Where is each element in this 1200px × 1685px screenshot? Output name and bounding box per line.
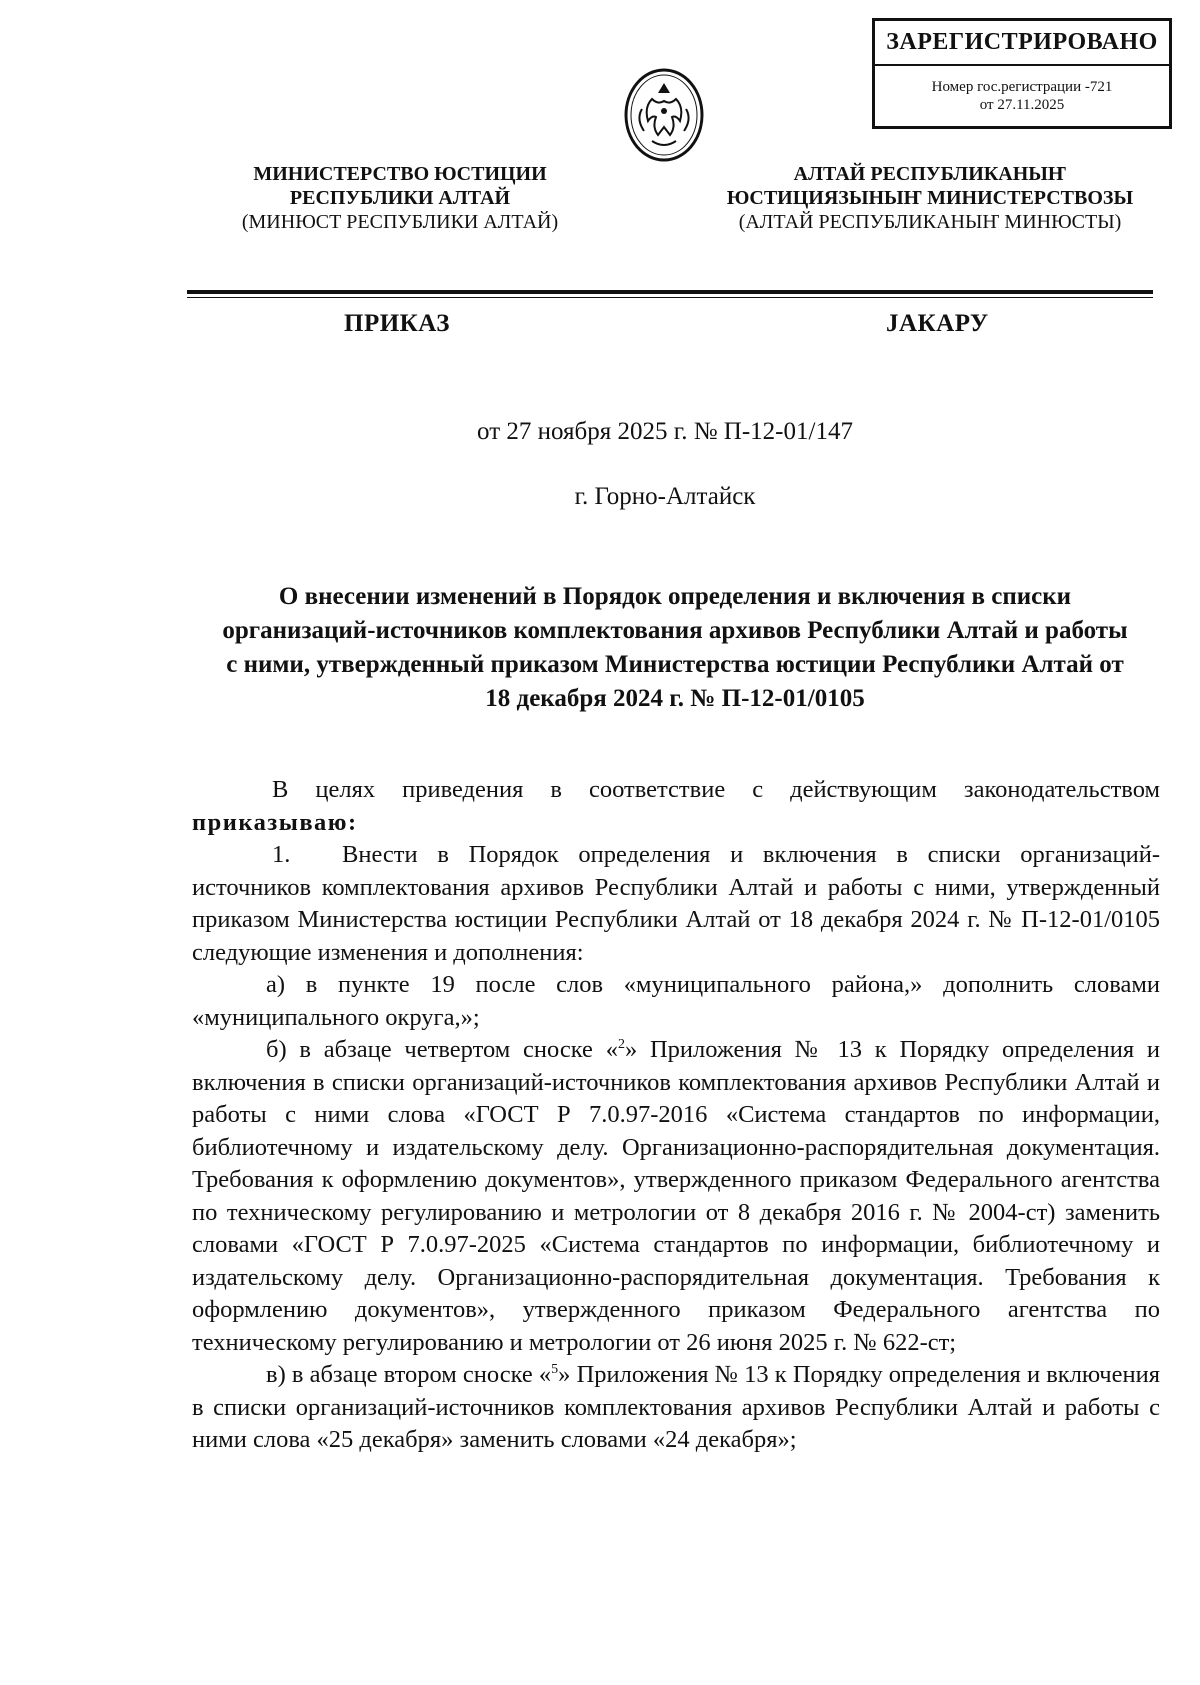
header-right-line2: ЮСТИЦИЯЗЫНЫҤ МИНИСТЕРСТВОЗЫ: [726, 187, 1134, 209]
header-left-line1: МИНИСТЕРСТВО ЮСТИЦИИ: [253, 163, 547, 185]
prikazyvayu-word: приказываю:: [192, 808, 358, 836]
order-date-number: от 27 ноября 2025 г. № П-12-01/147: [477, 418, 853, 445]
item-v-paragraph: [192, 1359, 1160, 1457]
ministry-header-altai: [700, 162, 1160, 234]
document-body: [192, 774, 1160, 1457]
item-b-paragraph: [192, 1034, 1160, 1359]
order-city: г. Горно-Алтайск: [574, 483, 756, 510]
item-b-footnote-ref: 2: [617, 1036, 625, 1052]
registration-stamp: [872, 18, 1172, 129]
item-1-number: 1.: [272, 841, 291, 868]
intro-text: В целях приведения в соответствие с действующим законодательством: [272, 776, 1160, 803]
header-divider-thin: [187, 297, 1153, 298]
intro-paragraph: [192, 774, 1160, 839]
item-1-text: Внести в Порядок определения и включения в списки организаций-источников комплектования архивов Республики Алтай и работы с ними, утвержденный приказом Министерства юстиции Республики Алтай от 18 декабря 2024 г. № П-12-01/0105 следующие изменения и дополнения:: [192, 841, 1160, 966]
item-1-paragraph: [192, 839, 1160, 969]
item-v-footnote-ref: 5: [551, 1361, 559, 1377]
coat-of-arms-icon: [622, 65, 706, 165]
item-a-paragraph: а) в пункте 19 после слов «муниципального района,» дополнить словами «муниципального округа,»;: [192, 971, 1160, 1031]
item-b-rest: » Приложения № 13 к Порядку определения и включения в списки организаций-источников комплектования архивов Республики Алтай и работы с ними слова «ГОСТ Р 7.0.97-2016 «Система стандартов по информации, библиотечному и издательскому делу. Организационно-распорядительная документация. Требования к оформлению документов», утвержденного приказом Федерального агентства по техническому регулированию и метрологии от 8 декабря 2016 г. № 2004-ст) заменить словами «ГОСТ Р 7.0.97-2025 «Система стандартов по информации, библиотечному и издательскому делу. Организационно-распорядительная документация. Требования к оформлению документов», утвержденного приказом Федерального агентства по техническому регулированию и метрологии от 26 июня 2025 г. № 622-ст;: [192, 1036, 1160, 1356]
stamp-reg-number: Номер гос.регистрации -721: [931, 79, 1113, 95]
header-left-line3: (МИНЮСТ РЕСПУБЛИКИ АЛТАЙ): [241, 211, 559, 233]
order-label-russian: ПРИКАЗ: [344, 310, 450, 337]
item-v-rest: » Приложения № 13 к Порядку определения и включения в списки организаций-источников комплектования архивов Республики Алтай и работы с ними слова «25 декабря» заменить словами «24 декабря»;: [192, 1361, 1160, 1453]
header-divider-thick: [187, 290, 1153, 294]
order-label-altai: ЈАКАРУ: [886, 310, 989, 337]
header-left-line2: РЕСПУБЛИКИ АЛТАЙ: [289, 187, 511, 209]
item-v-start: в) в абзаце втором сноске «: [266, 1361, 552, 1388]
document-title: О внесении изменений в Порядок определения и включения в списки организаций-источников комплектования архивов Республики Алтай и работы с ними, утвержденный приказом Министерства юстиции Республики Алтай от 18 декабря 2024 г. № П-12-01/0105: [222, 583, 1128, 712]
header-right-line1: АЛТАЙ РЕСПУБЛИКАНЫҤ: [793, 163, 1067, 185]
ministry-header-russian: [180, 162, 620, 234]
header-right-line3: (АЛТАЙ РЕСПУБЛИКАНЫҤ МИНЮСТЫ): [738, 211, 1122, 233]
stamp-reg-date: от 27.11.2025: [979, 97, 1065, 113]
item-b-start: б) в абзаце четвертом сноске «: [266, 1036, 618, 1063]
stamp-title: ЗАРЕГИСТРИРОВАНО: [872, 29, 1172, 66]
